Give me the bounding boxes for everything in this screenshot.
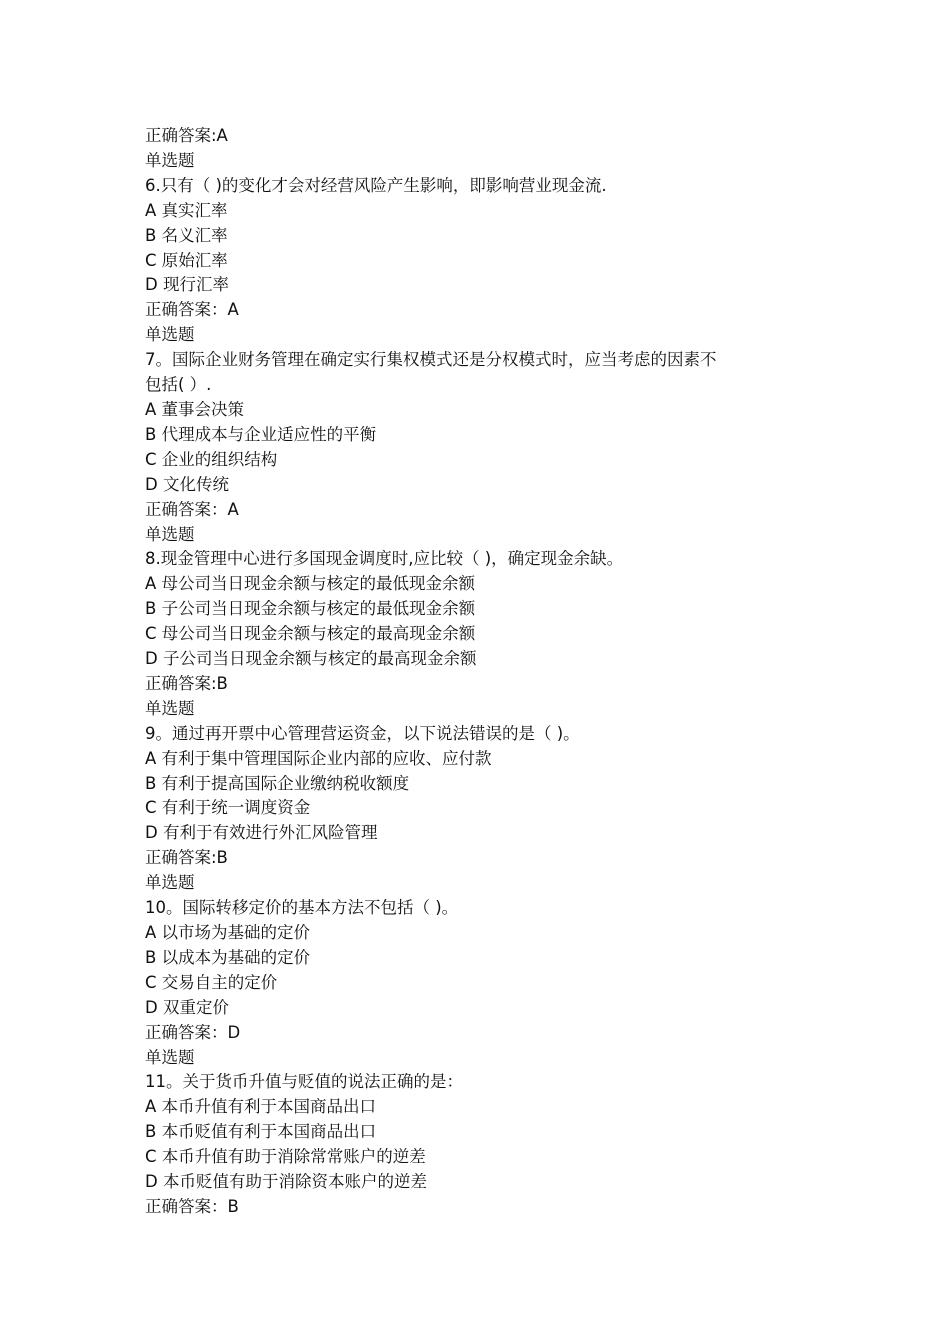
answer-line: 正确答案:B bbox=[145, 673, 228, 693]
option-d: D 双重定价 bbox=[145, 997, 229, 1017]
option-c: C 企业的组织结构 bbox=[145, 449, 278, 469]
question-text: 6.只有（ )的变化才会对经营风险产生影响，即影响营业现金流. bbox=[145, 175, 607, 195]
question-text: 10。国际转移定价的基本方法不包括（ )。 bbox=[145, 898, 459, 918]
question-text: 7。国际企业财务管理在确定实行集权模式还是分权模式时，应当考虑的因素不 bbox=[145, 350, 717, 370]
option-c: C 母公司当日现金余额与核定的最高现金余额 bbox=[145, 624, 476, 644]
option-c: C 原始汇率 bbox=[145, 250, 228, 270]
question-type: 单选题 bbox=[145, 524, 195, 544]
option-b: B 子公司当日现金余额与核定的最低现金余额 bbox=[145, 599, 476, 619]
question-text-continued: 包括( ）. bbox=[145, 375, 212, 395]
question-type: 单选题 bbox=[145, 873, 195, 893]
option-b: B 以成本为基础的定价 bbox=[145, 947, 311, 967]
answer-line: 正确答案:A bbox=[145, 126, 228, 145]
question-text: 8.现金管理中心进行多国现金调度时,应比较（ )，确定现金余缺。 bbox=[145, 549, 624, 569]
option-d: D 文化传统 bbox=[145, 474, 229, 494]
option-b: B 有利于提高国际企业缴纳税收额度 bbox=[145, 773, 410, 793]
option-d: D 子公司当日现金余额与核定的最高现金余额 bbox=[145, 649, 477, 669]
question-type: 单选题 bbox=[145, 325, 195, 345]
option-a: A 本币升值有利于本国商品出口 bbox=[145, 1097, 377, 1117]
option-b: B 名义汇率 bbox=[145, 225, 228, 245]
option-d: D 本币贬值有助于消除资本账户的逆差 bbox=[145, 1172, 427, 1192]
question-text: 9。通过再开票中心管理营运资金，以下说法错误的是（ )。 bbox=[145, 723, 580, 743]
option-a: A 真实汇率 bbox=[145, 200, 228, 220]
question-type: 单选题 bbox=[145, 1047, 195, 1067]
question-type: 单选题 bbox=[145, 698, 195, 718]
option-b: B 本币贬值有利于本国商品出口 bbox=[145, 1122, 377, 1142]
option-d: D 有利于有效进行外汇风险管理 bbox=[145, 823, 378, 843]
option-c: C 交易自主的定价 bbox=[145, 972, 278, 992]
option-c: C 本币升值有助于消除常常账户的逆差 bbox=[145, 1147, 426, 1167]
option-b: B 代理成本与企业适应性的平衡 bbox=[145, 424, 377, 444]
answer-line: 正确答案：B bbox=[145, 1196, 239, 1216]
question-text: 11。关于货币升值与贬值的说法正确的是： bbox=[145, 1072, 463, 1092]
option-a: A 以市场为基础的定价 bbox=[145, 923, 311, 942]
option-c: C 有利于统一调度资金 bbox=[145, 798, 311, 818]
answer-line: 正确答案：A bbox=[145, 300, 239, 320]
answer-line: 正确答案：D bbox=[145, 1022, 241, 1042]
option-a: A 有利于集中管理国际企业内部的应收、应付款 bbox=[145, 748, 492, 768]
answer-line: 正确答案：A bbox=[145, 499, 239, 519]
option-d: D 现行汇率 bbox=[145, 275, 229, 295]
option-a: A 母公司当日现金余额与核定的最低现金余额 bbox=[145, 574, 476, 594]
question-type: 单选题 bbox=[145, 150, 195, 170]
answer-line: 正确答案:B bbox=[145, 848, 228, 868]
document-page bbox=[145, 124, 825, 1220]
option-a: A 董事会决策 bbox=[145, 399, 245, 419]
